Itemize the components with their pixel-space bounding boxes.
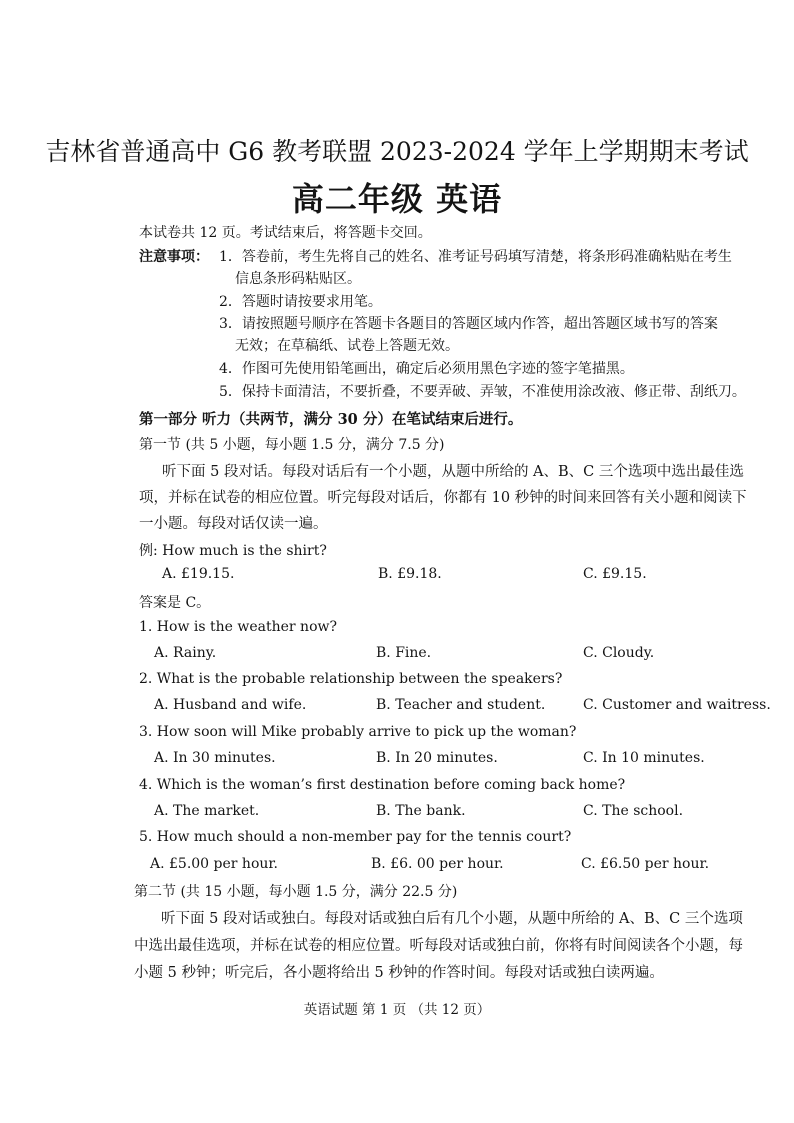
option-b: B. The bank. <box>376 803 466 819</box>
example-option-b: B. £9.18. <box>378 566 442 582</box>
option-a: A. In 30 minutes. <box>154 750 276 766</box>
instruction-line: 一小题。每段对话仅读一遍。 <box>139 516 328 532</box>
option-a: A. The market. <box>154 803 260 819</box>
option-a: A. £5.00 per hour. <box>150 856 278 872</box>
notes-item: 2．答题时请按要求用笔。 <box>219 294 382 310</box>
notes-item: 1．答卷前，考生先将自己的姓名、准考证号码填写清楚，将条形码准确粘贴在考生 <box>219 249 732 265</box>
instruction-line: 小题 5 秒钟；听完后，各小题将给出 5 秒钟的作答时间。每段对话或独白读两遍。 <box>134 965 664 981</box>
option-b: B. Teacher and student. <box>376 697 546 713</box>
notes-label: 注意事项： <box>139 249 209 265</box>
exam-title: 吉林省普通高中 G6 教考联盟 2023-2024 学年上学期期末考试 <box>45 137 749 166</box>
intro-line: 本试卷共 12 页。考试结束后，将答题卡交回。 <box>139 225 432 241</box>
notes-item: 3．请按照题号顺序在答题卡各题目的答题区域内作答，超出答题区域书写的答案 <box>219 316 718 332</box>
notes-item: 4．作图可先使用铅笔画出，确定后必须用黑色字迹的签字笔描黑。 <box>219 361 634 377</box>
question-text: 3. How soon will Mike probably arrive to pick up the woman? <box>139 724 577 740</box>
notes-item: 无效；在草稿纸、试卷上答题无效。 <box>235 338 459 354</box>
question-text: 1. How is the weather now? <box>139 619 337 635</box>
question-text: 2. What is the probable relationship between the speakers? <box>139 671 563 687</box>
example-option-a: A. £19.15. <box>162 566 235 582</box>
option-a: A. Rainy. <box>154 645 217 661</box>
instruction-line: 听下面 5 段对话。每段对话后有一个小题，从题中所给的 A、B、C 三个选项中选出最佳选 <box>162 464 744 480</box>
option-c: C. Customer and waitress. <box>583 697 771 713</box>
question-text: 5. How much should a non-member pay for the tennis court? <box>139 829 572 845</box>
option-c: C. Cloudy. <box>583 645 655 661</box>
notes-item: 5．保持卡面清洁，不要折叠，不要弄破、弄皱，不准使用涂改液、修正带、刮纸刀。 <box>219 384 746 400</box>
option-b: B. In 20 minutes. <box>376 750 498 766</box>
notes-item: 信息条形码粘贴区。 <box>235 271 361 287</box>
section-heading: 第二节 (共 15 小题，每小题 1.5 分，满分 22.5 分) <box>134 884 458 900</box>
example-option-c: C. £9.15. <box>583 566 647 582</box>
section-heading: 第一节 (共 5 小题，每小题 1.5 分，满分 7.5 分) <box>139 437 445 453</box>
instruction-line: 听下面 5 段对话或独白。每段对话或独白后有几个小题，从题中所给的 A、B、C 三个选项 <box>161 911 743 927</box>
example-answer: 答案是 C。 <box>139 595 211 611</box>
option-b: B. £6. 00 per hour. <box>371 856 504 872</box>
exam-subtitle: 高二年级 英语 <box>291 180 503 218</box>
question-text: 4. Which is the woman’s first destination before coming back home? <box>139 777 626 793</box>
instruction-line: 中选出最佳选项，并标在试卷的相应位置。听每段对话或独白前，你将有时间阅读各个小题，每 <box>134 938 743 954</box>
example-question: 例: How much is the shirt? <box>139 543 327 559</box>
option-c: C. £6.50 per hour. <box>581 856 710 872</box>
option-b: B. Fine. <box>376 645 432 661</box>
option-c: C. The school. <box>583 803 684 819</box>
part-heading: 第一部分 听力（共两节，满分 30 分）在笔试结束后进行。 <box>139 411 523 428</box>
page-footer: 英语试题 第 1 页 （共 12 页） <box>303 1002 491 1018</box>
option-c: C. In 10 minutes. <box>583 750 705 766</box>
option-a: A. Husband and wife. <box>154 697 307 713</box>
instruction-line: 项，并标在试卷的相应位置。听完每段对话后，你都有 10 秒钟的时间来回答有关小题和阅读下 <box>139 490 747 506</box>
